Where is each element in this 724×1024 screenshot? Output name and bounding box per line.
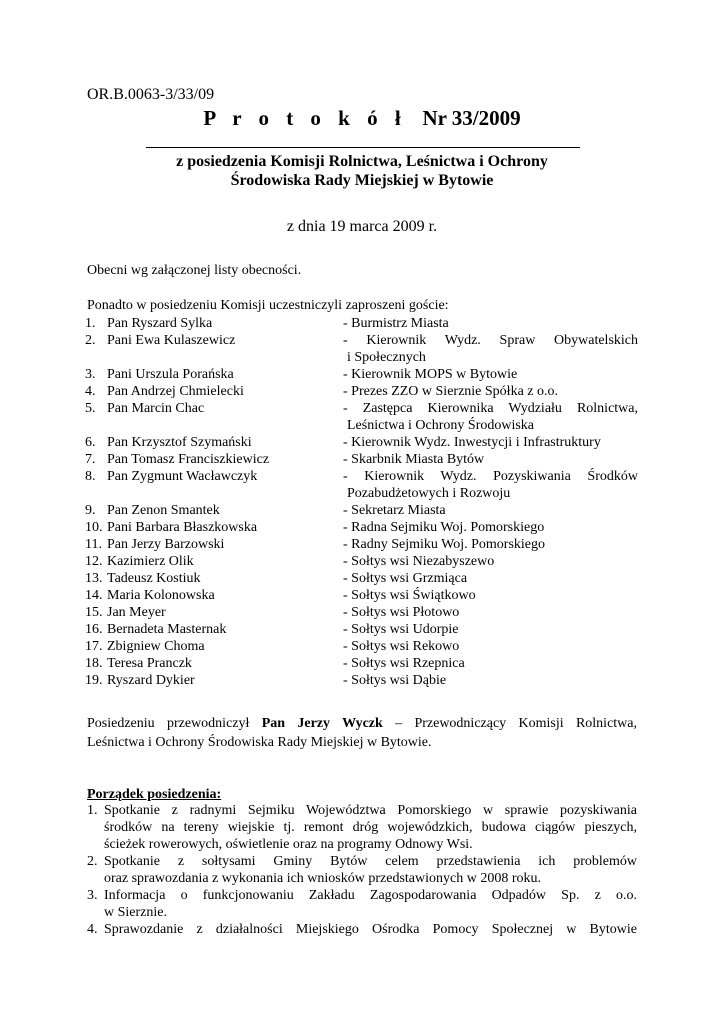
guest-role: - Sołtys wsi Udorpie [343,622,459,637]
guest-role: - Sołtys wsi Płotowo [343,605,460,620]
guest-number: 19. [85,673,103,688]
title-protokol: P r o t o k ó ł [203,106,407,130]
guest-number: 8. [85,469,96,484]
chair-text-after: – Przewodniczący Komisji Rolnictwa, [382,716,637,731]
guest-name: Pan Andrzej Chmielecki [107,384,244,399]
subtitle-line-1: z posiedzenia Komisji Rolnictwa, Leśnictwa i Ochrony [176,153,548,170]
guest-name: Bernadeta Masternak [107,622,227,637]
guest-number: 17. [85,639,103,654]
guest-role: - Kierownik Wydz. Inwestycji i Infrastruktury [343,435,601,450]
guest-role: - Radna Sejmiku Woj. Pomorskiego [343,520,545,535]
guest-number: 18. [85,656,103,671]
chair-line-2: Leśnictwa i Ochrony Środowiska Rady Miejskiej w Bytowie. [87,735,432,750]
guest-role-continued: Pozabudżetowych i Rozwoju [347,486,511,501]
guests-intro: Ponadto w posiedzeniu Komisji uczestniczyli zaproszeni goście: [87,298,449,313]
guest-role: - Sołtys wsi Grzmiąca [343,571,468,586]
guest-role: - Sołtys wsi Niezabyszewo [343,554,495,569]
agenda-item-line: Sprawozdanie z działalności Miejskiego Ośrodka Pomocy Społecznej w Bytowie [104,922,637,937]
agenda-item-number: 3. [87,888,98,903]
guest-role: - Sołtys wsi Dąbie [343,673,447,688]
title-underline [146,147,580,148]
agenda-item-line: środków na tereny wiejskie tj. remont dróg wojewódzkich, budowa ciągów pieszych, [104,820,637,835]
guest-name: Kazimierz Olik [107,554,194,569]
guest-name: Pan Jerzy Barzowski [107,537,225,552]
document-title [0,106,724,131]
agenda-item-line: Spotkanie z sołtysami Gminy Bytów celem przedstawienia ich problemów [104,854,637,869]
chair-text-before: Posiedzeniu przewodniczył [87,716,262,731]
guest-role: - Zastępca Kierownika Wydziału Rolnictwa, [343,401,638,416]
agenda-heading: Porządek posiedzenia: [87,787,222,802]
title-number: Nr 33/2009 [422,106,521,130]
guest-name: Pan Zenon Smantek [107,503,220,518]
agenda-item-number: 1. [87,803,98,818]
meeting-date: z dnia 19 marca 2009 r. [286,218,438,235]
guest-number: 13. [85,571,103,586]
guest-role: - Prezes ZZO w Sierznie Spółka z o.o. [343,384,558,399]
guest-role: - Kierownik MOPS w Bytowie [343,367,518,382]
agenda-item-number: 4. [87,922,98,937]
chair-line-1 [87,716,637,732]
guest-number: 4. [85,384,96,399]
guest-name: Pan Ryszard Sylka [107,316,213,331]
guest-number: 3. [85,367,96,382]
guest-number: 5. [85,401,96,416]
guest-name: Teresa Pranczk [107,656,192,671]
guest-role: - Sołtys wsi Rzepnica [343,656,465,671]
guest-role: - Kierownik Wydz. Spraw Obywatelskich [343,333,638,348]
subtitle-line-2: Środowiska Rady Miejskiej w Bytowie [230,172,494,189]
guest-number: 7. [85,452,96,467]
guest-number: 16. [85,622,103,637]
guest-role: - Skarbnik Miasta Bytów [343,452,485,467]
guest-name: Ryszard Dykier [107,673,195,688]
agenda-item-line: w Sierznie. [104,905,167,920]
guest-name: Pani Barbara Błaszkowska [107,520,258,535]
guest-number: 1. [85,316,96,331]
guest-name: Pani Urszula Porańska [107,367,234,382]
document-reference: OR.B.0063-3/33/09 [87,86,215,103]
guest-name: Maria Kolonowska [107,588,215,603]
guest-role: - Burmistrz Miasta [343,316,449,331]
guest-number: 14. [85,588,103,603]
guest-name: Pan Zygmunt Wacławczyk [107,469,258,484]
guest-role: - Sekretarz Miasta [343,503,446,518]
guest-role: - Sołtys wsi Rekowo [343,639,460,654]
guest-name: Pan Marcin Chac [107,401,205,416]
guest-role: - Sołtys wsi Świątkowo [343,588,476,603]
guest-number: 10. [85,520,103,535]
attendance-note: Obecni wg załączonej listy obecności. [87,263,302,278]
agenda-item-line: ścieżek rowerowych, oświetlenie oraz na programy Odnowy Wsi. [104,837,473,852]
guest-number: 15. [85,605,103,620]
agenda-item-line: oraz sprawozdania z wykonania ich wniosków przedstawionych w 2008 roku. [104,871,541,886]
guest-role-continued: Leśnictwa i Ochrony Środowiska [347,418,535,433]
guest-number: 6. [85,435,96,450]
agenda-item-number: 2. [87,854,98,869]
guest-number: 12. [85,554,103,569]
agenda-item-line: Informacja o funkcjonowaniu Zakładu Zagospodarowania Odpadów Sp. z o.o. [104,888,637,903]
agenda-item-line: Spotkanie z radnymi Sejmiku Województwa Pomorskiego w sprawie pozyskiwania [104,803,637,818]
guest-number: 2. [85,333,96,348]
chair-name: Pan Jerzy Wyczk [261,716,383,731]
guest-name: Pan Krzysztof Szymański [107,435,252,450]
guest-name: Jan Meyer [107,605,166,620]
guest-number: 9. [85,503,96,518]
guest-name: Tadeusz Kostiuk [107,571,201,586]
guest-number: 11. [85,537,102,552]
guest-role: - Kierownik Wydz. Pozyskiwania Środków [343,469,638,484]
guest-role-continued: i Społecznych [347,350,426,365]
guest-role: - Radny Sejmiku Woj. Pomorskiego [343,537,546,552]
guest-name: Pani Ewa Kulaszewicz [107,333,236,348]
guest-name: Pan Tomasz Franciszkiewicz [107,452,270,467]
guest-name: Zbigniew Choma [107,639,205,654]
